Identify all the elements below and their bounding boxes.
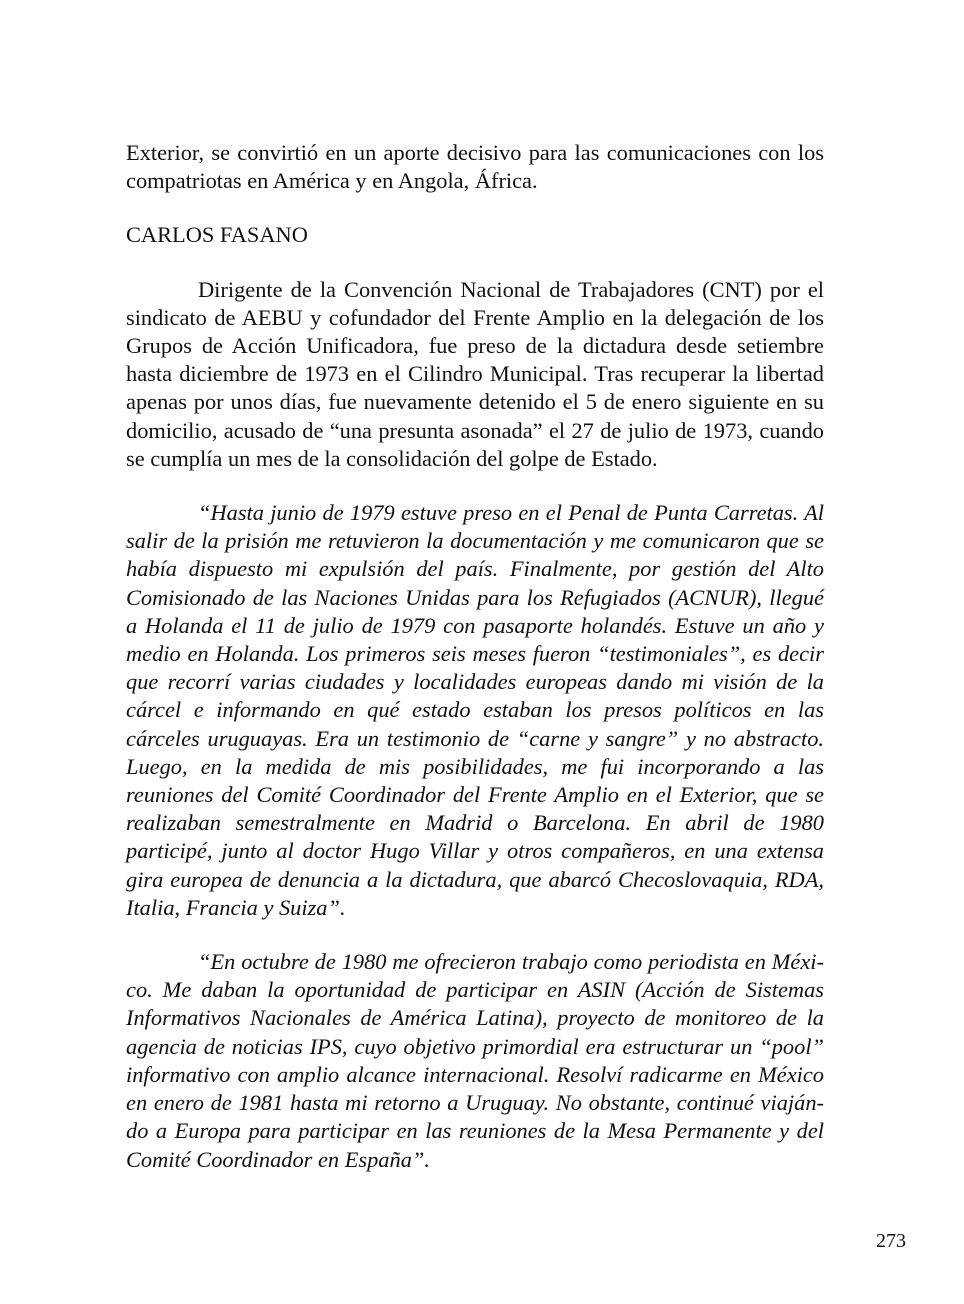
section-heading: CARLOS FASANO — [126, 222, 308, 248]
continuation-paragraph: Exterior, se convirtió en un aporte decisivo para las comunicaciones con los compatriotas en América y en Angola, África. — [126, 140, 824, 194]
bio-paragraph: Dirigente de la Convención Nacional de Trabajadores (CNT) por el sindicato de AEBU y cofundador del Frente Amplio en la delegación de los Grupos de Acción Unificadora, fue preso de la dictadura desde setiembre hasta diciembre de 1973 en el Cilindro Municipal. Tras recuperar la libertad apenas por unos días, fue nuevamente detenido el 5 de enero siguiente en su domicilio, acusado de “una presunta asonada” el 27 de julio de 1973, cuando se cumplía un mes de la consolidación del golpe de Estado. — [126, 276, 824, 471]
page-number: 273 — [876, 1230, 906, 1252]
page-body — [126, 139, 824, 1174]
quote-paragraph-1: “Hasta junio de 1979 estuve preso en el Penal de Punta Carretas. Al salir de la prisión me retuvieron la documentación y me comunicaron que se había dispuesto mi expulsión del país. Finalmente, por gestión del Alto Comisionado de las Naciones Unidas para los Refugiados (ACNUR), llegué a Holanda el 11 de julio de 1979 con pasaporte holandés. Estuve un año y medio en Holanda. Los primeros seis meses fueron “testimoniales”, es decir que recorrí varias ciudades y localidades europeas dando mi visión de la cárcel e informando en qué estado estaban los presos políticos en las cárceles uruguayas. Era un testimonio de “carne y sangre” y no abstracto. Luego, en la medida de mis posibilidades, me fui incorporando a las reuniones del Comité Coordinador del Frente Amplio en el Exterior, que se realizaban semestralmente en Madrid o Barcelona. En abril de 1980 participé, junto al doctor Hugo Villar y otros compañeros, en una extensa gira europea de denuncia a la dictadura, que abarcó Checoslovaquia, RDA, Italia, Francia y Suiza”. — [126, 500, 824, 920]
quote-paragraph-2: “En octubre de 1980 me ofrecieron trabajo como periodista en México. Me daban la oportunidad de participar en ASIN (Acción de Sistemas Informativos Nacionales de América Latina), proyecto de monitoreo de la agencia de noticias IPS, cuyo objetivo primordial era estructurar un “pool” informativo con amplio alcance internacional. Resolví radicarme en México en enero de 1981 hasta mi retorno a Uruguay. No obstante, continué viajándo a Europa para participar en las reuniones de la Mesa Permanente y del Comité Coordinador en España”. — [126, 949, 824, 1172]
